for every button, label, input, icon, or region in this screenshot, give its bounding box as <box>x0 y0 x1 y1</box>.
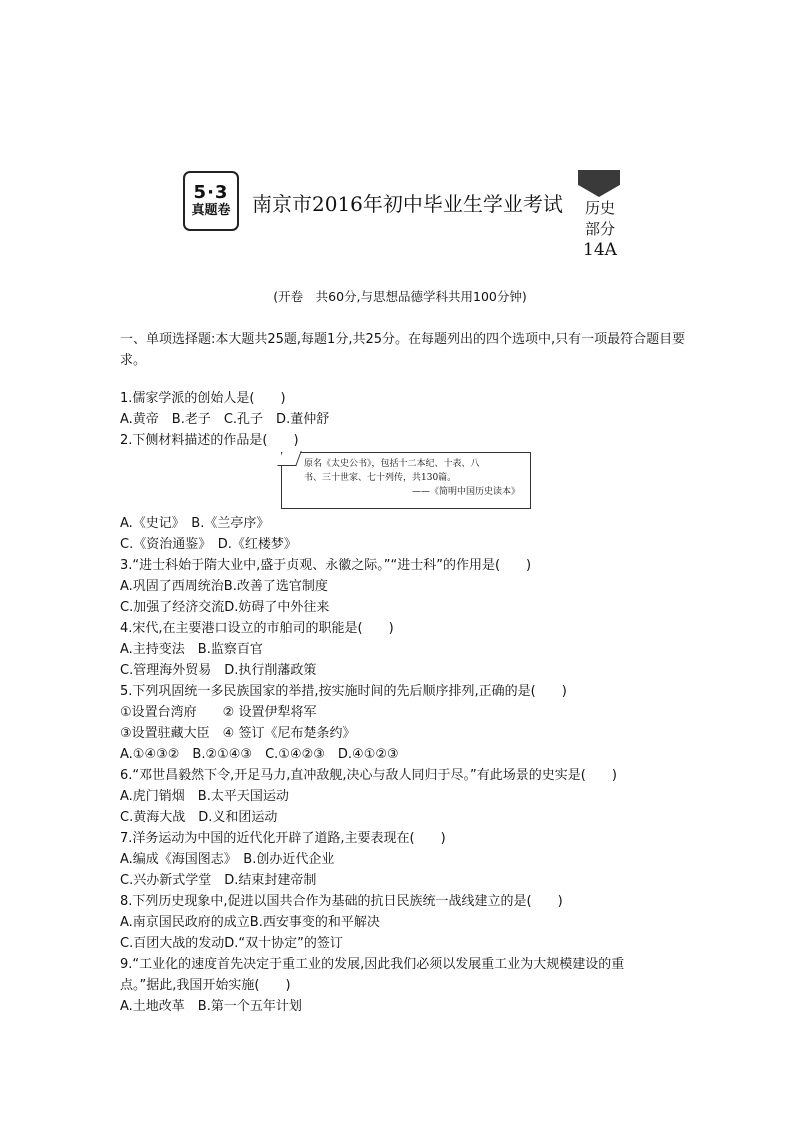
question-line: 8.下列历史现象中,促进以国共合作为基础的抗日民族统一战线建立的是( ) <box>120 894 563 909</box>
question-line: 9.“工业化的速度首先决定于重工业的发展,因此我们必须以发展重工业为大规模建设的重 <box>120 957 625 972</box>
figure-text-line: 书、三十世家、七十列传，共130篇。 <box>304 473 457 483</box>
question-line: C.管理海外贸易 D.执行削藩政策 <box>120 663 317 678</box>
question-line: C.兴办新式学堂 D.结束封建帝制 <box>120 873 317 888</box>
subject-code: 14A <box>583 240 617 260</box>
question-line: A.土地改革 B.第一个五年计划 <box>120 999 302 1014</box>
logo-bottom-text: 真题卷 <box>191 203 231 218</box>
question-line: 2.下侧材料描述的作品是( ) <box>120 433 299 448</box>
figure-text-line: 原名《太史公书》，包括十二本纪、十表、八 <box>304 459 480 469</box>
question-line: 1.儒家学派的创始人是( ) <box>120 391 286 406</box>
subject-label <box>580 198 620 261</box>
question-line: A.编成《海国图志》 B.创办近代企业 <box>120 852 335 867</box>
figure-source: ——《简明中国历史读本》 <box>411 487 520 497</box>
question-line: A.主持变法 B.监察百官 <box>120 642 263 657</box>
material-figure <box>281 452 531 509</box>
question-line: C.《资治通鉴》 D.《红楼梦》 <box>120 537 297 552</box>
question-line: 5.下列巩固统一多民族国家的举措,按实施时间的先后顺序排列,正确的是( ) <box>120 684 567 699</box>
section-instructions: 一、单项选择题:本大题共25题,每题1分,共25分。在每题列出的四个选项中,只有一项最符合题目要求。 <box>120 332 686 368</box>
question-line: 4.宋代,在主要港口设立的市舶司的职能是( ) <box>120 621 394 636</box>
exam-note: (开卷 共60分,与思想品德学科共用100分钟) <box>273 289 527 304</box>
question-line: C.百团大战的发动D.“双十协定”的签订 <box>120 936 343 951</box>
question-line: 6.“邓世昌毅然下令,开足马力,直冲敌舰,决心与敌人同归于尽。”有此场景的史实是( ) <box>120 768 617 783</box>
question-line: A.南京国民政府的成立B.西安事变的和平解决 <box>120 915 380 930</box>
brand-logo <box>183 171 239 231</box>
question-line: ③设置驻藏大臣 ④ 签订《尼布楚条约》 <box>120 726 356 741</box>
subject-marker-icon <box>578 170 620 197</box>
subject-line1: 历史 <box>584 199 615 217</box>
question-line: C.加强了经济交流D.妨碍了中外往来 <box>120 600 330 615</box>
logo-top-text: 5·3 <box>193 182 229 203</box>
exam-title: 南京市2016年初中毕业生学业考试 <box>252 192 563 216</box>
question-line: A.黄帝 B.老子 C.孔子 D.董仲舒 <box>120 412 330 427</box>
question-line: C.黄海大战 D.义和团运动 <box>120 810 278 825</box>
question-line: A.虎门销烟 B.太平天国运动 <box>120 789 289 804</box>
page-fold-icon <box>277 451 301 466</box>
question-line: A.《史记》 B.《兰亭序》 <box>120 516 270 531</box>
subject-line2: 部分 <box>584 220 615 238</box>
question-line: A.巩固了西周统治B.改善了选官制度 <box>120 579 328 594</box>
question-line: A.①④③② B.②①④③ C.①④②③ D.④①②③ <box>120 747 399 762</box>
question-line: 点。”据此,我国开始实施( ) <box>120 978 291 993</box>
question-line: 3.“进士科始于隋大业中,盛于贞观、永徽之际。”“进士科”的作用是( ) <box>120 558 532 573</box>
question-line: 7.洋务运动为中国的近代化开辟了道路,主要表现在( ) <box>120 831 446 846</box>
question-line: ①设置台湾府 ② 设置伊犁将军 <box>120 705 317 720</box>
